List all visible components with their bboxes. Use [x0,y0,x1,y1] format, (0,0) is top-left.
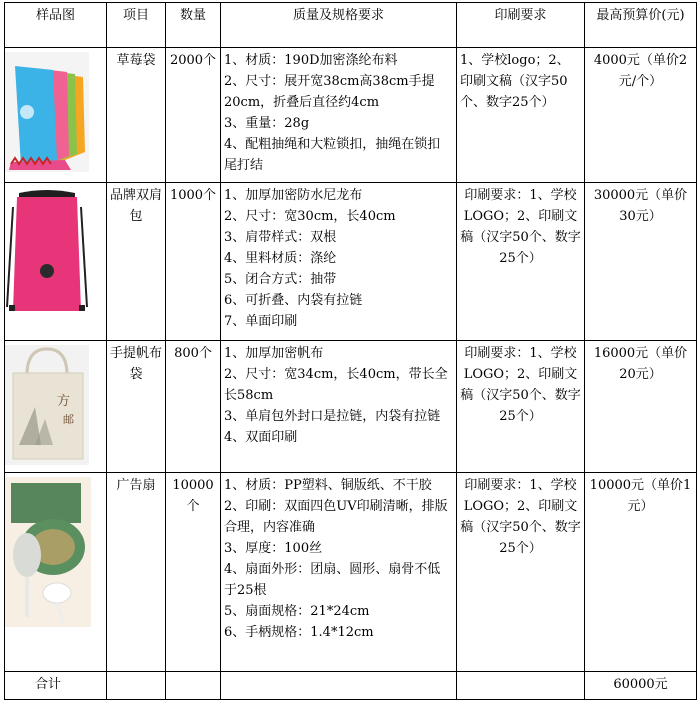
canvas-tote-photo [5,345,89,465]
print-requirement: 印刷要求：1、学校LOGO；2、印刷文稿（汉字50个、数字25个） [457,341,585,473]
spec-list [221,48,457,183]
spec-line: 3、厚度：100丝 [224,541,323,556]
table-row [5,341,697,473]
spec-line: 1、加厚加密防水尼龙布 [224,188,363,203]
header-price: 最高预算价(元) [585,3,697,48]
backpack-photo [5,187,89,327]
header-image: 样品图 [5,3,107,48]
fan-photo [5,477,91,627]
price: 10000元（单价1元） [585,473,697,672]
print-requirement: 印刷要求：1、学校LOGO；2、印刷文稿（汉字50个、数字25个） [457,183,585,341]
table-row [5,48,697,183]
table-row [5,473,697,672]
item-qty: 2000个 [166,48,221,183]
total-row [5,672,697,700]
strawberry-bag-photo [5,52,89,172]
header-print: 印刷要求 [457,3,585,48]
spec-line: 5、闭合方式：抽带 [224,272,337,287]
spec-line: 4、里料材质：涤纶 [224,251,337,266]
image-cell [5,341,107,473]
spec-line: 6、可折叠、内袋有拉链 [224,293,363,308]
header-item: 项目 [107,3,166,48]
spec-line: 2、印刷：双面四色UV印刷清晰，排版合理，内容准确 [224,499,448,535]
spec-line: 2、尺寸：宽34cm，长40cm，带长全长58cm [224,367,448,403]
item-qty: 1000个 [166,183,221,341]
item-qty: 10000个 [166,473,221,672]
spec-list [221,183,457,341]
spec-line: 1、材质：190D加密涤纶布料 [224,53,398,68]
spec-line: 4、扇面外形：团扇、圆形、扇骨不低于25根 [224,562,441,598]
spec-line: 2、尺寸：展开宽38cm高38cm手提20cm，折叠后直径约4cm [224,74,435,110]
header-spec: 质量及规格要求 [221,3,457,48]
spec-line: 3、单肩包外封口是拉链，内袋有拉链 [224,409,441,424]
spec-line: 7、单面印刷 [224,314,298,329]
spec-line: 4、配粗抽绳和大粒锁扣，抽绳在锁扣尾打结 [224,137,441,173]
svg-text:方: 方 [57,394,71,409]
image-cell [5,473,107,672]
image-cell [5,183,107,341]
print-requirement: 印刷要求：1、学校LOGO；2、印刷文稿（汉字50个、数字25个） [457,473,585,672]
spec-line: 4、双面印刷 [224,430,298,445]
spec-table [4,2,697,700]
price: 4000元（单价2元/个） [585,48,697,183]
spec-line: 1、材质：PP塑料、铜版纸、不干胶 [224,478,432,493]
item-name: 品牌双肩包 [107,183,166,341]
spec-list [221,473,457,672]
price: 30000元（单价30元） [585,183,697,341]
spec-line: 5、扇面规格：21*24cm [224,604,370,619]
print-requirement: 1、学校logo；2、印刷文稿（汉字50个、数字25个） [457,48,585,183]
spec-line: 1、加厚加密帆布 [224,346,324,361]
spec-list [221,341,457,473]
svg-text:邮: 邮 [63,413,74,426]
table-row [5,183,697,341]
price: 16000元（单价20元） [585,341,697,473]
spec-line: 3、重量：28g [224,116,310,131]
spec-line: 6、手柄规格：1.4*12cm [224,625,374,640]
header-qty: 数量 [166,3,221,48]
item-qty: 800个 [166,341,221,473]
header-row [5,3,697,48]
item-name: 广告扇 [107,473,166,672]
item-name: 草莓袋 [107,48,166,183]
total-label: 合计 [5,672,107,700]
image-cell [5,48,107,183]
item-name: 手提帆布袋 [107,341,166,473]
total-price: 60000元 [585,672,697,700]
spec-line: 3、肩带样式：双根 [224,230,337,245]
spec-line: 2、尺寸：宽30cm，长40cm [224,209,396,224]
